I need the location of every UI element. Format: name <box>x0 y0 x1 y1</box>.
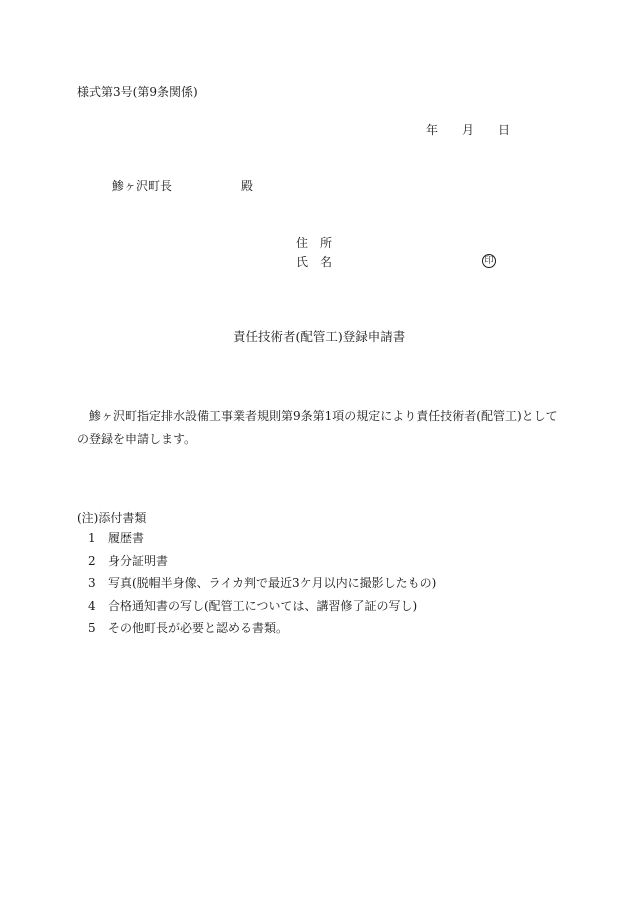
attachments-list <box>88 531 436 644</box>
date-month-label: 月 <box>462 123 475 137</box>
list-item <box>88 576 436 599</box>
item-number: 1 <box>88 531 96 545</box>
item-text: 写真(脱帽半身像、ライカ判で最近3ケ月以内に撮影したもの) <box>108 576 437 591</box>
list-item <box>88 531 436 554</box>
date-day-label: 日 <box>498 123 511 137</box>
item-text: 履歴書 <box>108 531 145 545</box>
item-number: 4 <box>88 598 96 613</box>
item-number: 3 <box>88 576 96 591</box>
item-number: 2 <box>88 553 96 568</box>
addressee-name: 鯵ヶ沢町長 <box>112 179 173 193</box>
addressee-honorific: 殿 <box>241 179 254 193</box>
list-item <box>88 599 436 622</box>
seal-mark-icon: 印 <box>482 254 496 268</box>
body-paragraph: 鯵ヶ沢町指定排水設備工事業者規則第9条第1項の規定により責任技術者(配管工)としての登録を申請します。 <box>77 409 558 446</box>
list-item <box>88 554 436 577</box>
item-number: 5 <box>88 621 96 636</box>
item-text: 合格通知書の写し(配管工については、講習修了証の写し) <box>108 598 418 613</box>
date-year-label: 年 <box>426 123 439 137</box>
name-label: 氏 名 <box>296 255 333 269</box>
form-number: 様式第3号(第9条関係) <box>77 85 198 99</box>
item-text: その他町長が必要と認める書類。 <box>108 621 289 636</box>
attachments-heading: (注)添付書類 <box>77 511 147 525</box>
document-title: 責任技術者(配管工)登録申請書 <box>233 329 406 344</box>
list-item <box>88 621 436 644</box>
address-label: 住 所 <box>296 236 333 250</box>
item-text: 身分証明書 <box>108 553 169 568</box>
